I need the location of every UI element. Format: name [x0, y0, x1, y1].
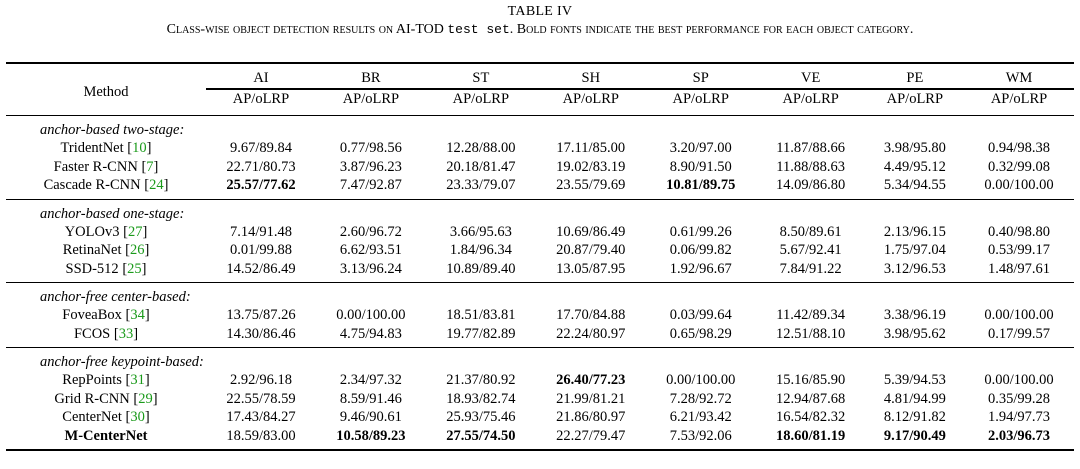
value-cell: 4.49/95.12: [883, 158, 946, 175]
value-cell: 14.30/86.46: [226, 325, 296, 342]
value-cell: 3.87/96.23: [339, 158, 402, 175]
metric-header: AP/oLRP: [452, 91, 510, 107]
value-cell: 3.98/95.62: [883, 325, 946, 342]
caption-text-2: . Bold fonts indicate the best performance for each object category.: [509, 22, 914, 37]
method-name: CenterNet: [62, 409, 122, 425]
value-cell: 10.69/86.49: [556, 223, 626, 240]
table-group: [6, 116, 1074, 200]
value-cell: [316, 427, 426, 451]
table-row: [6, 390, 1074, 409]
citation-link[interactable]: 24: [149, 177, 164, 193]
value-cell: 19.77/82.89: [446, 325, 516, 342]
citation-link[interactable]: 27: [127, 223, 143, 240]
value-cell: 0.32/99.08: [988, 158, 1051, 175]
value-cell: 7.14/91.48: [229, 223, 292, 240]
value-cell: 1.94/97.73: [988, 409, 1051, 425]
value-cell: 18.59/83.00: [226, 427, 296, 444]
table-group: [6, 283, 1074, 348]
value-cell: 3.12/96.53: [883, 260, 946, 277]
metric-header: AP/oLRP: [990, 91, 1048, 107]
value-cell: 22.24/80.97: [556, 325, 626, 342]
method-name: RetinaNet: [62, 242, 122, 258]
metric-header: AP/oLRP: [672, 91, 729, 107]
method-cell: Faster R-CNN [7]: [53, 158, 159, 175]
value-cell: 2.60/96.72: [339, 223, 402, 240]
value-cell: 12.51/88.10: [776, 325, 846, 342]
value-cell: 23.33/79.07: [446, 177, 516, 193]
value-cell: 3.20/97.00: [669, 140, 732, 156]
table-row: [6, 158, 1074, 177]
results-table: [6, 62, 1074, 451]
value-cell: 8.12/91.82: [883, 409, 946, 425]
value-cell: [756, 427, 866, 451]
value-cell: 1.92/96.67: [669, 260, 732, 277]
category-header: SH: [581, 70, 601, 86]
value-cell: 0.61/99.26: [669, 223, 732, 240]
category-header: BR: [361, 70, 381, 86]
value-cell: 1.48/97.61: [988, 260, 1051, 277]
citation-link[interactable]: 26: [129, 242, 145, 258]
citation-link[interactable]: 31: [130, 372, 145, 388]
value-cell: 14.52/86.49: [226, 260, 296, 277]
value-cell: 6.21/93.42: [669, 409, 732, 425]
table-header: [6, 63, 1074, 116]
method-name: FoveaBox: [62, 307, 122, 323]
value-cell: 11.88/88.63: [776, 158, 846, 175]
citation-link[interactable]: 7: [146, 158, 154, 175]
best-value: 26.40/77.23: [556, 372, 626, 388]
value-cell: 7.28/92.72: [669, 390, 732, 407]
value-cell: 25.93/75.46: [446, 409, 516, 425]
best-value: 10.58/89.23: [336, 427, 406, 444]
value-cell: 5.67/92.41: [779, 242, 842, 258]
best-value: 27.55/74.50: [446, 427, 516, 444]
method-cell: [6, 427, 206, 451]
value-cell: 21.99/81.21: [556, 390, 626, 407]
group-title: anchor-free keypoint-based:: [40, 354, 204, 370]
category-header: ST: [472, 70, 490, 86]
category-header: SP: [692, 70, 709, 86]
value-cell: 16.54/82.32: [776, 409, 846, 425]
metric-header: AP/oLRP: [342, 91, 400, 107]
value-cell: 17.43/84.27: [226, 409, 296, 425]
value-cell: 0.01/99.88: [229, 242, 292, 258]
value-cell: 13.05/87.95: [556, 260, 626, 277]
value-cell: 11.87/88.66: [776, 140, 846, 156]
best-value: 10.81/89.75: [666, 177, 736, 193]
value-cell: 8.59/91.46: [339, 390, 402, 407]
table-row: [6, 325, 1074, 348]
table-group: [6, 348, 1074, 451]
value-cell: 0.00/100.00: [984, 307, 1054, 323]
method-name: SSD-512: [65, 260, 119, 277]
value-cell: 0.65/98.29: [669, 325, 732, 342]
best-value: 2.03/96.73: [988, 427, 1051, 444]
value-cell: 15.16/85.90: [776, 372, 846, 388]
value-cell: 2.34/97.32: [339, 372, 402, 388]
value-cell: 8.50/89.61: [779, 223, 842, 240]
value-cell: 13.75/87.26: [226, 307, 296, 323]
value-cell: 2.13/96.15: [883, 223, 946, 240]
value-cell: 21.86/80.97: [556, 409, 626, 425]
method-cell: FCOS [33]: [73, 325, 139, 342]
value-cell: 0.35/99.28: [988, 390, 1051, 407]
method-name: Cascade R-CNN: [43, 177, 141, 193]
value-cell: 18.93/82.74: [446, 390, 516, 407]
value-cell: 7.84/91.22: [779, 260, 842, 277]
method-name: FCOS: [73, 325, 111, 342]
category-header: VE: [800, 70, 821, 86]
value-cell: 0.06/99.82: [669, 242, 732, 258]
table-row: [6, 408, 1074, 427]
group-title: anchor-based two-stage:: [40, 122, 185, 138]
citation-link[interactable]: 10: [132, 140, 147, 156]
value-cell: [964, 427, 1074, 451]
value-cell: 21.37/80.92: [446, 372, 516, 388]
value-cell: 3.66/95.63: [449, 223, 512, 240]
value-cell: 12.94/87.68: [776, 390, 846, 407]
table-row: [6, 176, 1074, 199]
table-row: [6, 139, 1074, 158]
value-cell: 0.00/100.00: [336, 307, 406, 323]
method-cell: Cascade R-CNN [24]: [43, 177, 169, 193]
value-cell: [536, 371, 646, 390]
value-cell: 5.39/94.53: [883, 372, 946, 388]
table-caption: [0, 22, 1080, 38]
value-cell: 6.62/93.51: [339, 242, 402, 258]
value-cell: [426, 427, 536, 451]
value-cell: 1.75/97.04: [883, 242, 946, 258]
value-cell: 7.47/92.87: [339, 177, 402, 193]
value-cell: [646, 176, 756, 199]
value-cell: 0.17/99.57: [988, 325, 1051, 342]
method-cell: RetinaNet [26]: [62, 242, 150, 258]
method-cell: TridentNet [10]: [60, 140, 152, 156]
value-cell: 23.55/79.69: [556, 177, 626, 193]
value-cell: 17.70/84.88: [556, 307, 626, 323]
value-cell: 0.03/99.64: [669, 307, 732, 323]
metric-header: AP/oLRP: [886, 91, 944, 107]
table-row: [6, 427, 1074, 451]
value-cell: 14.09/86.80: [776, 177, 846, 193]
value-cell: 10.89/89.40: [446, 260, 516, 277]
method-cell: Grid R-CNN [29]: [54, 390, 158, 407]
table-number: TABLE IV: [507, 4, 573, 19]
best-value: 9.17/90.49: [883, 427, 946, 444]
value-cell: 0.94/98.38: [988, 140, 1051, 156]
table-row: [6, 306, 1074, 325]
method-name: RepPoints: [62, 372, 122, 388]
citation-link[interactable]: 30: [130, 409, 145, 425]
value-cell: 2.92/96.18: [229, 372, 292, 388]
value-cell: 18.51/83.81: [446, 307, 516, 323]
value-cell: 0.00/100.00: [984, 372, 1054, 388]
category-header: PE: [906, 70, 924, 86]
method-cell: SSD-512 [25]: [65, 260, 147, 277]
caption-text-1: Class-wise object detection results on AI-TOD: [166, 22, 448, 37]
value-cell: 4.81/94.99: [883, 390, 946, 407]
value-cell: [866, 427, 964, 451]
group-title: anchor-free center-based:: [40, 289, 191, 305]
table-row: [6, 223, 1074, 242]
value-cell: 0.40/98.80: [988, 223, 1051, 240]
value-cell: 22.71/80.73: [226, 158, 296, 175]
value-cell: 19.02/83.19: [556, 158, 626, 175]
value-cell: 9.67/89.84: [229, 140, 292, 156]
table-group: [6, 199, 1074, 283]
best-value: 25.57/77.62: [226, 177, 296, 193]
method-name: YOLOv3: [64, 223, 120, 240]
value-cell: 0.00/100.00: [984, 177, 1054, 193]
value-cell: 12.28/88.00: [446, 140, 516, 156]
method-name: Faster R-CNN: [53, 158, 138, 175]
metric-header: AP/oLRP: [232, 91, 290, 107]
metric-header: AP/oLRP: [782, 91, 839, 107]
best-value: 18.60/81.19: [776, 427, 846, 444]
caption-code: test set: [447, 22, 510, 37]
value-cell: 1.84/96.34: [449, 242, 512, 258]
category-header: WM: [1005, 70, 1033, 86]
method-cell: CenterNet [30]: [62, 409, 150, 425]
value-cell: [206, 176, 316, 199]
method-header: Method: [83, 83, 129, 100]
value-cell: 11.42/89.34: [776, 307, 846, 323]
citation-link[interactable]: 25: [127, 260, 142, 277]
value-cell: 0.00/100.00: [666, 372, 736, 388]
value-cell: 20.18/81.47: [446, 158, 516, 175]
method-name: TridentNet: [60, 140, 124, 156]
table-row: [6, 260, 1074, 283]
value-cell: 17.11/85.00: [556, 140, 626, 156]
group-title: anchor-based one-stage:: [40, 205, 185, 222]
value-cell: 20.87/79.40: [556, 242, 626, 258]
value-cell: 5.34/94.55: [883, 177, 946, 193]
citation-link[interactable]: 34: [130, 307, 145, 323]
value-cell: 22.27/79.47: [556, 427, 626, 444]
value-cell: 7.53/92.06: [669, 427, 732, 444]
value-cell: 0.53/99.17: [988, 242, 1051, 258]
table-row: [6, 371, 1074, 390]
value-cell: 3.38/96.19: [883, 307, 946, 323]
value-cell: 22.55/78.59: [226, 390, 296, 407]
value-cell: 4.75/94.83: [339, 325, 402, 342]
method-name: M-CenterNet: [64, 427, 148, 444]
method-cell: FoveaBox [34]: [62, 307, 150, 323]
value-cell: 9.46/90.61: [339, 409, 402, 425]
value-cell: 8.90/91.50: [669, 158, 732, 175]
method-name: Grid R-CNN: [54, 390, 130, 407]
metric-header: AP/oLRP: [562, 91, 619, 107]
citation-link[interactable]: 29: [138, 390, 153, 407]
value-cell: 3.98/95.80: [883, 140, 946, 156]
table-row: [6, 241, 1074, 260]
value-cell: 0.77/98.56: [339, 140, 402, 156]
value-cell: 3.13/96.24: [339, 260, 402, 277]
category-header: AI: [253, 70, 269, 86]
method-cell: YOLOv3 [27]: [64, 223, 148, 240]
method-cell: RepPoints [31]: [62, 372, 150, 388]
citation-link[interactable]: 33: [118, 325, 134, 342]
